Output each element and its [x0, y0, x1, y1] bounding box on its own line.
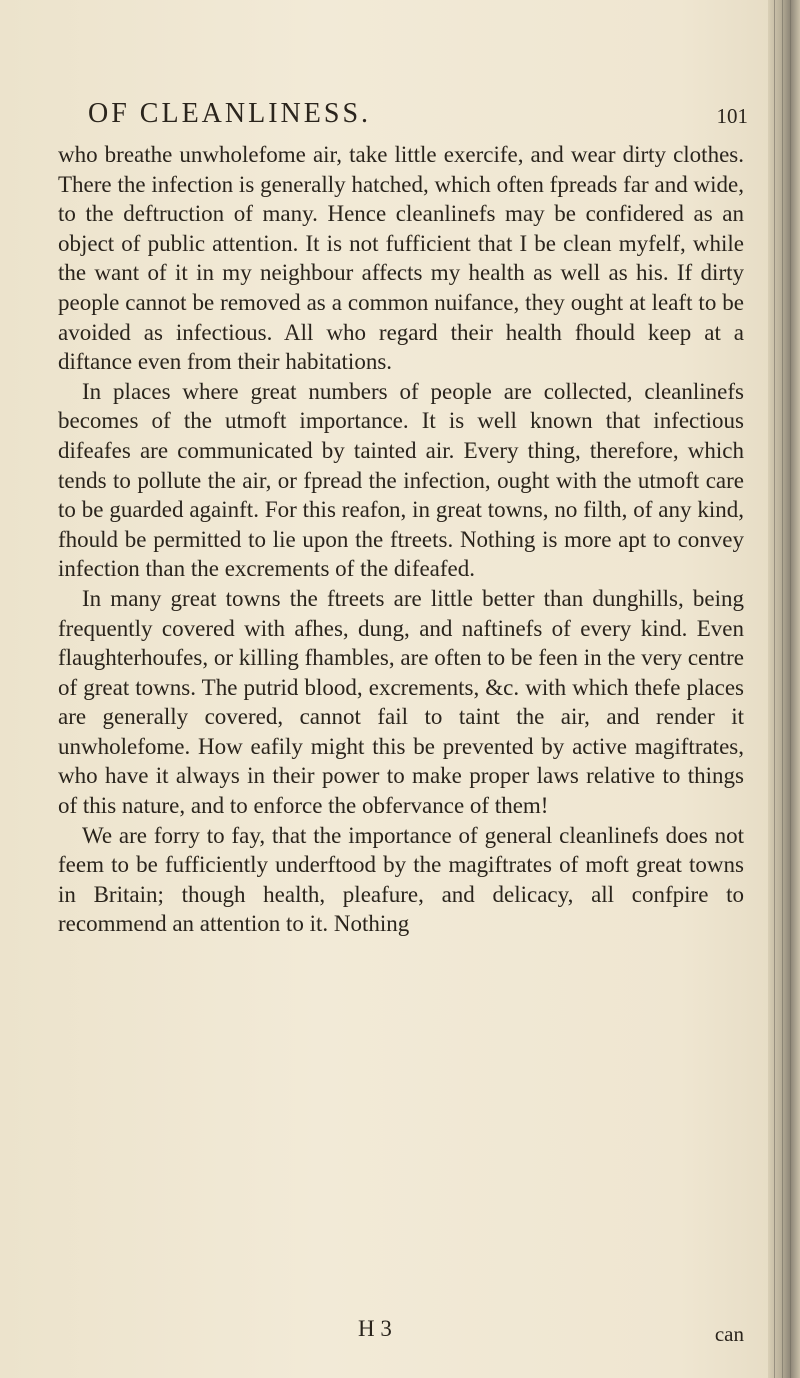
paragraph: We are forry to fay, that the importance of general cleanlinefs does not feem to be fufficiently underftood by the magiftrates of moft great towns in Britain; though health, pleafure, and delicacy, all confpire to recommend an attention to it. Nothing [58, 822, 744, 937]
catchword: can [714, 1322, 744, 1346]
signature-mark: H 3 [358, 1316, 392, 1341]
page-header [88, 98, 748, 138]
page-number: 101 [716, 104, 748, 128]
gutter-line [782, 0, 783, 1378]
paragraph: In many great towns the ftreets are little better than dunghills, being frequently covered with afhes, dung, and naftinefs of every kind. Even flaughterhoufes, or killing fhambles, are often to be feen in the very centre of great towns. The putrid blood, excrements, &c. with which thefe places are generally covered, cannot fail to taint the air, and render it unwholefome. How eafily might this be prevented by active magiftrates, who have it always in their power to make proper laws relative to things of this nature, and to enforce the obfervance of them! [58, 585, 744, 819]
gutter-line [774, 0, 775, 1378]
paragraph: In places where great numbers of people are collected, cleanlinefs becomes of the utmoft importance. It is well known that infectious difeafes are communicated by tainted air. Every thing, therefore, which tends to pollute the air, or fpread the infection, ought with the utmoft care to be guarded againft. For this reafon, in great towns, no filth, of any kind, fhould be permitted to lie upon the ftreets. Nothing is more apt to convey infection than the excrements of the difeafed. [58, 378, 744, 582]
page-gutter [768, 0, 800, 1378]
gutter-line [790, 0, 791, 1378]
paragraph: who breathe unwholefome air, take little exercife, and wear dirty clothes. There the infection is generally hatched, which often fpreads far and wide, to the deftruction of many. Hence cleanlinefs may be confidered as an object of public attention. It is not fufficient that I be clean myfelf, while the want of it in my neighbour affects my health as well as his. If dirty people cannot be removed as a common nuifance, they ought at leaft to be avoided as infectious. All who regard their health fhould keep at a diftance even from their habitations. [58, 142, 744, 375]
running-title: OF CLEANLINESS. [88, 98, 372, 129]
body-text [58, 140, 744, 939]
page-footer [58, 1318, 744, 1352]
